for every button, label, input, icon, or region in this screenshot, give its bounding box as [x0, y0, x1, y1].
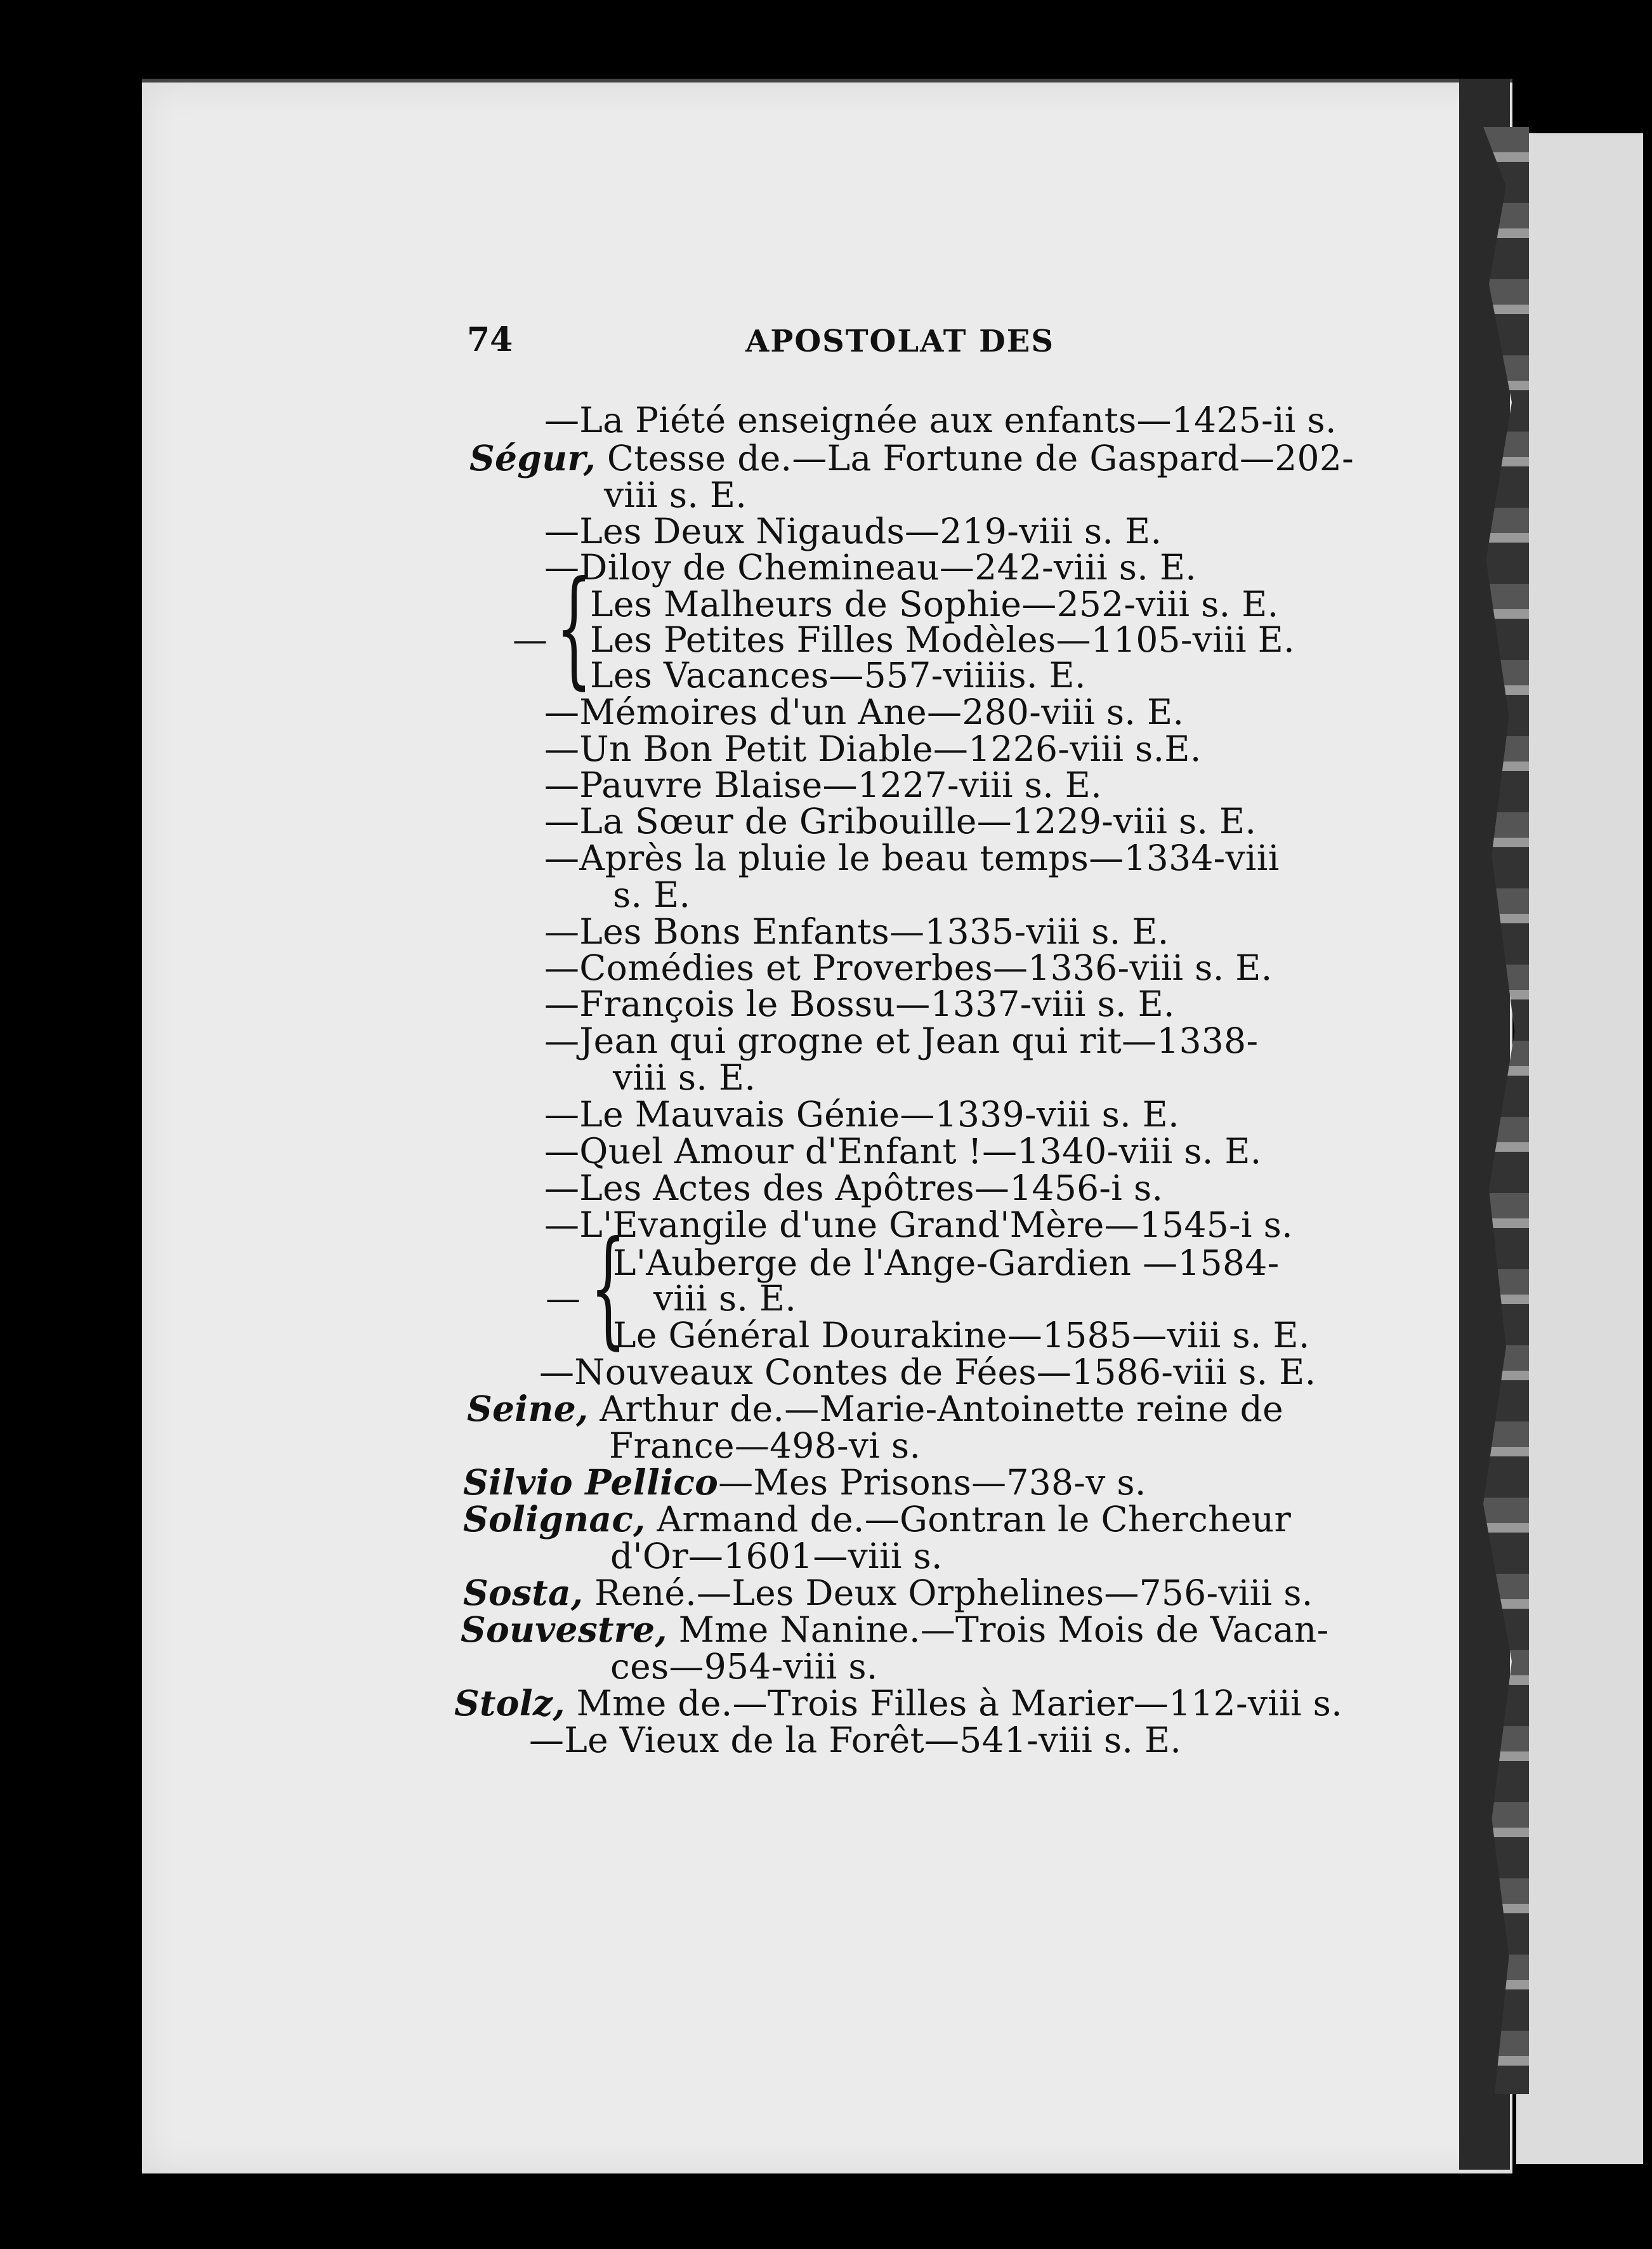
list-item: —Les Deux Nigauds—219-viii s. E.: [544, 511, 1162, 551]
list-item: —L'Evangile d'une Grand'Mère—1545-i s.: [544, 1204, 1293, 1245]
list-item: Les Malheurs de Sophie—252-viii s. E.: [590, 584, 1279, 624]
author-name: Sosta,: [463, 1572, 584, 1613]
list-item: ces—954-viii s.: [610, 1646, 878, 1687]
list-item: —La Piété enseignée aux enfants—1425-ii s.: [544, 400, 1337, 440]
list-item: France—498-vi s.: [609, 1425, 921, 1466]
running-head: APOSTOLAT DES: [745, 324, 1055, 359]
author-name: Souvestre,: [461, 1609, 667, 1650]
brace-dash: —: [513, 619, 547, 660]
list-item: L'Auberge de l'Ange-Gardien —1584-: [613, 1243, 1280, 1283]
list-item: viii s. E.: [604, 475, 747, 515]
brace: {: [590, 1214, 627, 1362]
author-name: Solignac,: [463, 1498, 646, 1540]
list-item: —Le Vieux de la Forêt—541-viii s. E.: [529, 1720, 1182, 1760]
list-item: Sosta, René.—Les Deux Orphelines—756-viii s.: [463, 1572, 1313, 1613]
list-item: —La Sœur de Gribouille—1229-viii s. E.: [544, 801, 1257, 841]
list-item: —Nouveaux Contes de Fées—1586-viii s. E.: [539, 1352, 1316, 1392]
list-item: Le Général Dourakine—1585—viii s. E.: [613, 1315, 1310, 1355]
author-name: Ségur,: [469, 437, 596, 478]
author-name: Seine,: [467, 1388, 589, 1429]
list-item: —Un Bon Petit Diable—1226-viii s.E.: [544, 729, 1202, 769]
list-item: viii s. E.: [613, 1057, 756, 1098]
list-item: —Diloy de Chemineau—242-viii s. E.: [544, 547, 1197, 588]
list-item: —Le Mauvais Génie—1339-viii s. E.: [544, 1094, 1179, 1135]
author-name: Silvio Pellico: [463, 1461, 719, 1503]
list-item: —Les Actes des Apôtres—1456-i s.: [544, 1168, 1164, 1208]
page-number: 74: [467, 320, 513, 359]
list-item: —Les Bons Enfants—1335-viii s. E.: [544, 911, 1169, 952]
list-item: —Pauvre Blaise—1227-viii s. E.: [544, 765, 1103, 805]
list-item: —Jean qui grogne et Jean qui rit—1338-: [544, 1020, 1259, 1061]
list-item: Souvestre, Mme Nanine.—Trois Mois de Vacan-: [461, 1609, 1329, 1650]
list-item: Les Petites Filles Modèles—1105-viii E.: [590, 619, 1295, 660]
list-item: —Mémoires d'un Ane—280-viii s. E.: [544, 692, 1184, 732]
list-item: d'Or—1601—viii s.: [610, 1536, 943, 1576]
list-item: Solignac, Armand de.—Gontran le Chercheur: [463, 1498, 1292, 1540]
list-item: —Comédies et Proverbes—1336-viii s. E.: [544, 947, 1273, 988]
list-item: s. E.: [613, 874, 691, 915]
list-item: Les Vacances—557-viiiis. E.: [590, 655, 1086, 696]
list-item: Seine, Arthur de.—Marie-Antoinette reine de: [467, 1388, 1284, 1429]
list-item: viii s. E.: [653, 1278, 797, 1319]
list-item: Stolz, Mme de.—Trois Filles à Marier—112-viii s.: [454, 1682, 1342, 1724]
list-item: —François le Bossu—1337-viii s. E.: [544, 984, 1175, 1024]
author-name: Stolz,: [454, 1682, 565, 1724]
brace: {: [556, 554, 593, 702]
list-item: Silvio Pellico—Mes Prisons—738-v s.: [463, 1461, 1146, 1503]
brace-dash: —: [546, 1278, 580, 1319]
list-item: —Après la pluie le beau temps—1334-viii: [544, 838, 1280, 878]
list-item: —Quel Amour d'Enfant !—1340-viii s. E.: [544, 1131, 1262, 1171]
list-item: Ségur, Ctesse de.—La Fortune de Gaspard—202-: [469, 437, 1354, 478]
